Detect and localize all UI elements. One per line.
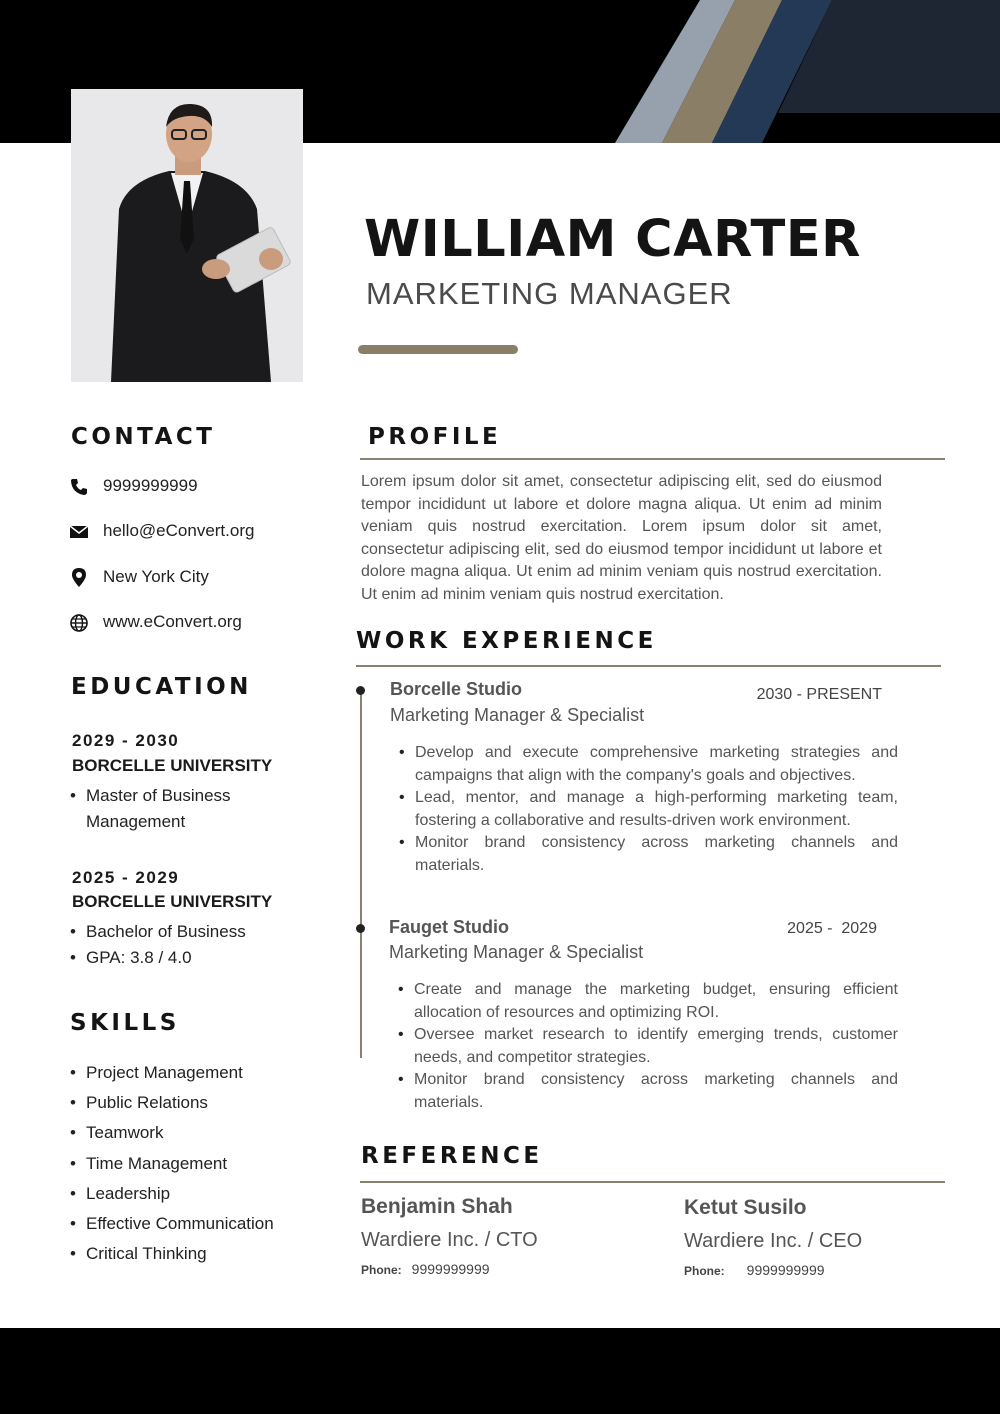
education-details [70,783,296,835]
job-bullet: • Oversee market research to identify emerging trends, customer needs, and competitor strategies. [414,1024,898,1069]
skill-item: • Project Management [86,1058,326,1088]
reference-phone-label: Phone: [684,1264,725,1278]
reference-name: Ketut Susilo [684,1196,807,1219]
profile-heading: PROFILE [368,424,502,450]
reference-heading: REFERENCE [361,1143,543,1169]
globe-icon [69,613,89,633]
education-years: 2025 - 2029 [72,868,180,887]
reference-rule [360,1181,945,1183]
education-school: BORCELLE UNIVERSITY [72,756,273,775]
timeline-dot [356,686,365,695]
education-detail: • Bachelor of Business [86,919,306,945]
contact-phone: 9999999999 [103,476,198,495]
experience-timeline [360,690,362,1058]
profile-photo [71,89,303,382]
contact-heading: CONTACT [71,424,216,450]
job-dates: 2030 - PRESENT [756,686,882,703]
reference-phone [684,1262,825,1278]
education-details [70,919,306,971]
contact-website[interactable]: www.eConvert.org [103,612,242,631]
contact-email[interactable]: hello@eConvert.org [103,521,255,540]
job-responsibilities [399,742,898,878]
job-responsibilities [398,979,898,1115]
reference-phone-label: Phone: [361,1263,402,1277]
candidate-name: WILLIAM CARTER [364,210,861,269]
reference-phone-number: 9999999999 [746,1262,825,1278]
education-heading: EDUCATION [71,674,252,700]
email-icon [69,522,89,542]
job-bullet: • Monitor brand consistency across marketing channels and materials. [415,832,898,877]
job-company: Borcelle Studio [390,679,523,699]
skills-heading: SKILLS [70,1010,180,1036]
timeline-dot [356,924,365,933]
location-pin-icon [69,567,89,587]
skills-list [70,1058,326,1269]
phone-icon [69,477,89,497]
job-dates: 2025 - 2029 [787,920,877,937]
name-accent-bar [358,345,518,354]
job-company: Fauget Studio [389,917,509,937]
job-bullet: • Develop and execute comprehensive marketing strategies and campaigns that align with the company's goals and objectives. [415,742,898,787]
decorative-stripes [600,0,1000,150]
education-years: 2029 - 2030 [72,731,180,750]
reference-phone-number: 9999999999 [411,1261,490,1277]
reference-company: Wardiere Inc. / CEO [684,1230,863,1252]
profile-rule [360,458,945,460]
job-bullet: • Monitor brand consistency across marketing channels and materials. [414,1069,898,1114]
education-detail: • Master of Business Management [86,783,296,835]
reference-phone [361,1261,490,1277]
skill-item: • Public Relations [86,1088,326,1118]
reference-name: Benjamin Shah [361,1195,513,1218]
skill-item: • Effective Communication [86,1209,326,1239]
skill-item: • Critical Thinking [86,1239,326,1269]
job-bullet: • Create and manage the marketing budget, ensuring efficient allocation of resources and optimizing ROI. [414,979,898,1024]
candidate-role: MARKETING MANAGER [366,276,733,311]
work-experience-rule [356,665,941,667]
skill-item: • Teamwork [86,1118,326,1148]
profile-text: Lorem ipsum dolor sit amet, consectetur adipiscing elit, sed do eiusmod tempor incididunt ut labore et dolore magna aliqua. Ut enim ad minim veniam quis nostrud exercitation. Lorem ipsum dolor sit amet, consectetur adipiscing elit, sed do eiusmod tempor incididunt ut labore et dolore magna aliqua. Ut enim ad minim veniam quis nostrud exercitation. Ut enim ad minim veniam quis nostrud exercitation. [361,473,882,603]
footer-band [0,1328,1000,1414]
skill-item: • Leadership [86,1179,326,1209]
job-bullet: • Lead, mentor, and manage a high-performing marketing team, fostering a collaborative and results-driven work environment. [415,787,898,832]
job-title: Marketing Manager & Specialist [389,942,644,962]
education-detail: • GPA: 3.8 / 4.0 [86,945,306,971]
job-title: Marketing Manager & Specialist [390,705,645,725]
reference-company: Wardiere Inc. / CTO [361,1229,538,1251]
education-school: BORCELLE UNIVERSITY [72,892,273,911]
work-experience-heading: WORK EXPERIENCE [356,628,657,654]
person-portrait-icon [71,89,303,382]
contact-location: New York City [103,567,209,586]
skill-item: • Time Management [86,1149,326,1179]
